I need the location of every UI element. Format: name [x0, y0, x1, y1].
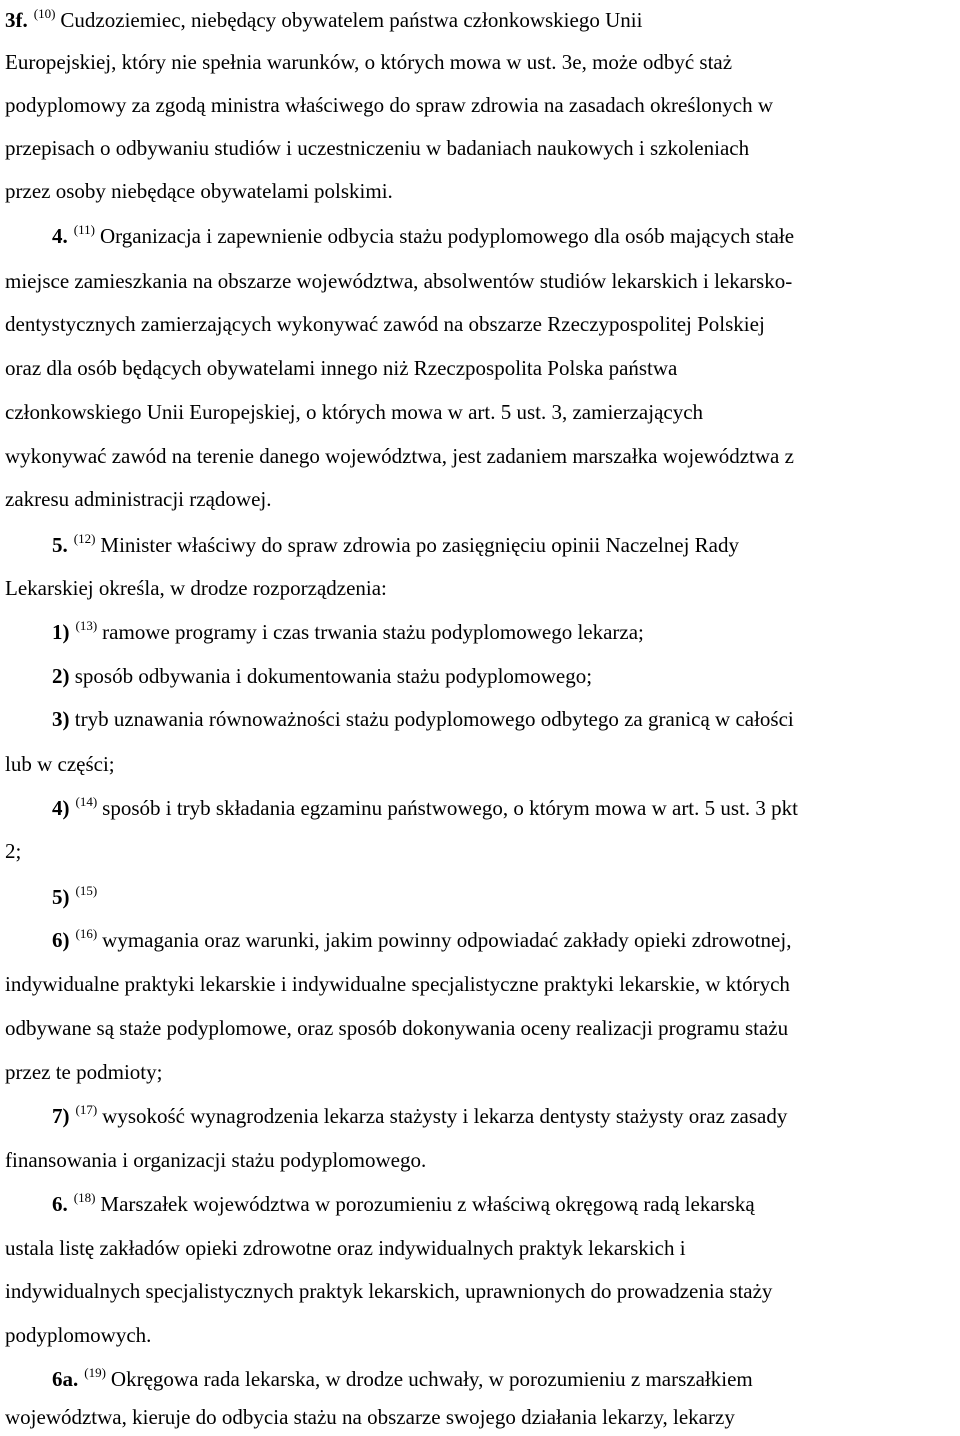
paragraph-6a-line-2: województwa, kieruje do odbycia stażu na obszarze swojego działania lekarzy, lekarzy — [5, 1405, 735, 1429]
footnote-marker: (15) — [75, 883, 98, 898]
paragraph-4-line-6: wykonywać zawód na terenie danego województwa, jest zadaniem marszałka województwa z — [5, 444, 794, 468]
item-text: wysokość wynagrodzenia lekarza stażysty i lekarza dentysty stażysty oraz zasady — [102, 1104, 788, 1128]
paragraph-number: 5. — [52, 533, 68, 557]
paragraph-4-line-2: miejsce zamieszkania na obszarze województwa, absolwentów studiów lekarskich i lekarsko- — [5, 269, 793, 293]
paragraph-number: 4. — [52, 224, 68, 248]
footnote-marker: (18) — [73, 1190, 96, 1205]
paragraph-5-line-2: Lekarskiej określa, w drodze rozporządzenia: — [5, 576, 387, 600]
footnote-marker: (10) — [33, 6, 56, 21]
paragraph-text: Cudzoziemiec, niebędący obywatelem państwa członkowskiego Unii — [60, 8, 643, 32]
list-item-6-line-2: indywidualne praktyki lekarskie i indywidualne specjalistyczne praktyki lekarskie, w których — [5, 972, 790, 996]
paragraph-4-line-4: oraz dla osób będących obywatelami innego niż Rzeczpospolita Polska państwa — [5, 356, 678, 380]
paragraph-text: Organizacja i zapewnienie odbycia stażu podyplomowego dla osób mających stałe — [99, 224, 795, 248]
paragraph-3f-line-1 — [5, 3, 642, 37]
paragraph-number: 6. — [52, 1192, 68, 1216]
footnote-marker: (19) — [84, 1365, 106, 1380]
item-number: 4) — [52, 796, 70, 820]
paragraph-number: 3f. — [5, 8, 28, 32]
footnote-marker: (13) — [75, 618, 98, 633]
footnote-marker: (11) — [73, 222, 95, 237]
list-item-5 — [52, 880, 102, 914]
list-item-7-line-2: finansowania i organizacji stażu podyplomowego. — [5, 1148, 427, 1172]
item-number: 3) — [52, 707, 70, 731]
footnote-marker: (17) — [75, 1102, 98, 1117]
paragraph-5-line-1 — [52, 528, 739, 562]
paragraph-text: Minister właściwy do spraw zdrowia po zasięgnięciu opinii Naczelnej Rady — [100, 533, 739, 557]
footnote-marker: (12) — [73, 531, 96, 546]
list-item-2 — [52, 659, 592, 693]
list-item-6-line-3: odbywane są staże podyplomowe, oraz sposób dokonywania oceny realizacji programu stażu — [5, 1016, 789, 1040]
paragraph-number: 6a. — [52, 1367, 79, 1391]
paragraph-6-line-2: ustala listę zakładów opieki zdrowotne oraz indywidualnych praktyk lekarskich i — [5, 1236, 686, 1260]
item-number: 1) — [52, 620, 70, 644]
item-text: ramowe programy i czas trwania stażu podyplomowego lekarza; — [102, 620, 644, 644]
paragraph-text: Marszałek województwa w porozumieniu z właściwą okręgową radą lekarską — [100, 1192, 755, 1216]
list-item-3-line-2: lub w części; — [5, 752, 115, 776]
paragraph-4-line-5: członkowskiego Unii Europejskiej, o których mowa w art. 5 ust. 3, zamierzających — [5, 400, 704, 424]
item-number: 5) — [52, 885, 70, 909]
footnote-marker: (16) — [75, 926, 98, 941]
item-number: 7) — [52, 1104, 70, 1128]
list-item-3 — [52, 702, 794, 736]
item-number: 2) — [52, 664, 70, 688]
paragraph-3f-line-4: przepisach o odbywaniu studiów i uczestniczeniu w badaniach naukowych i szkoleniach — [5, 136, 750, 160]
paragraph-6-line-3: indywidualnych specjalistycznych praktyk lekarskich, uprawnionych do prowadzenia staży — [5, 1279, 773, 1303]
paragraph-3f-line-3: podyplomowy za zgodą ministra właściwego do spraw zdrowia na zasadach określonych w — [5, 93, 774, 117]
item-text: sposób odbywania i dokumentowania stażu podyplomowego; — [74, 664, 593, 688]
list-item-6 — [52, 923, 791, 957]
paragraph-3f-line-5: przez osoby niebędące obywatelami polskimi. — [5, 179, 393, 203]
item-text: tryb uznawania równoważności stażu podyplomowego odbytego za granicą w całości — [74, 707, 794, 731]
paragraph-4-line-1 — [52, 219, 794, 253]
paragraph-text: Okręgowa rada lekarska, w drodze uchwały, w porozumieniu z marszałkiem — [110, 1367, 753, 1391]
paragraph-6-line-1 — [52, 1187, 755, 1221]
list-item-4 — [52, 791, 798, 825]
paragraph-6-line-4: podyplomowych. — [5, 1323, 152, 1347]
paragraph-4-line-3: dentystycznych zamierzających wykonywać zawód na obszarze Rzeczypospolitej Polskiej — [5, 312, 765, 336]
item-text: sposób i tryb składania egzaminu państwowego, o którym mowa w art. 5 ust. 3 pkt — [102, 796, 798, 820]
paragraph-3f-line-2: Europejskiej, który nie spełnia warunków, o których mowa w ust. 3e, może odbyć staż — [5, 50, 733, 74]
paragraph-6a-line-1 — [52, 1362, 753, 1396]
list-item-6-line-4: przez te podmioty; — [5, 1060, 163, 1084]
footnote-marker: (14) — [75, 794, 98, 809]
item-number: 6) — [52, 928, 70, 952]
item-text: wymagania oraz warunki, jakim powinny odpowiadać zakłady opieki zdrowotnej, — [102, 928, 792, 952]
list-item-1 — [52, 615, 644, 649]
list-item-4-line-2: 2; — [5, 839, 22, 863]
list-item-7 — [52, 1099, 787, 1133]
paragraph-4-line-7: zakresu administracji rządowej. — [5, 487, 272, 511]
